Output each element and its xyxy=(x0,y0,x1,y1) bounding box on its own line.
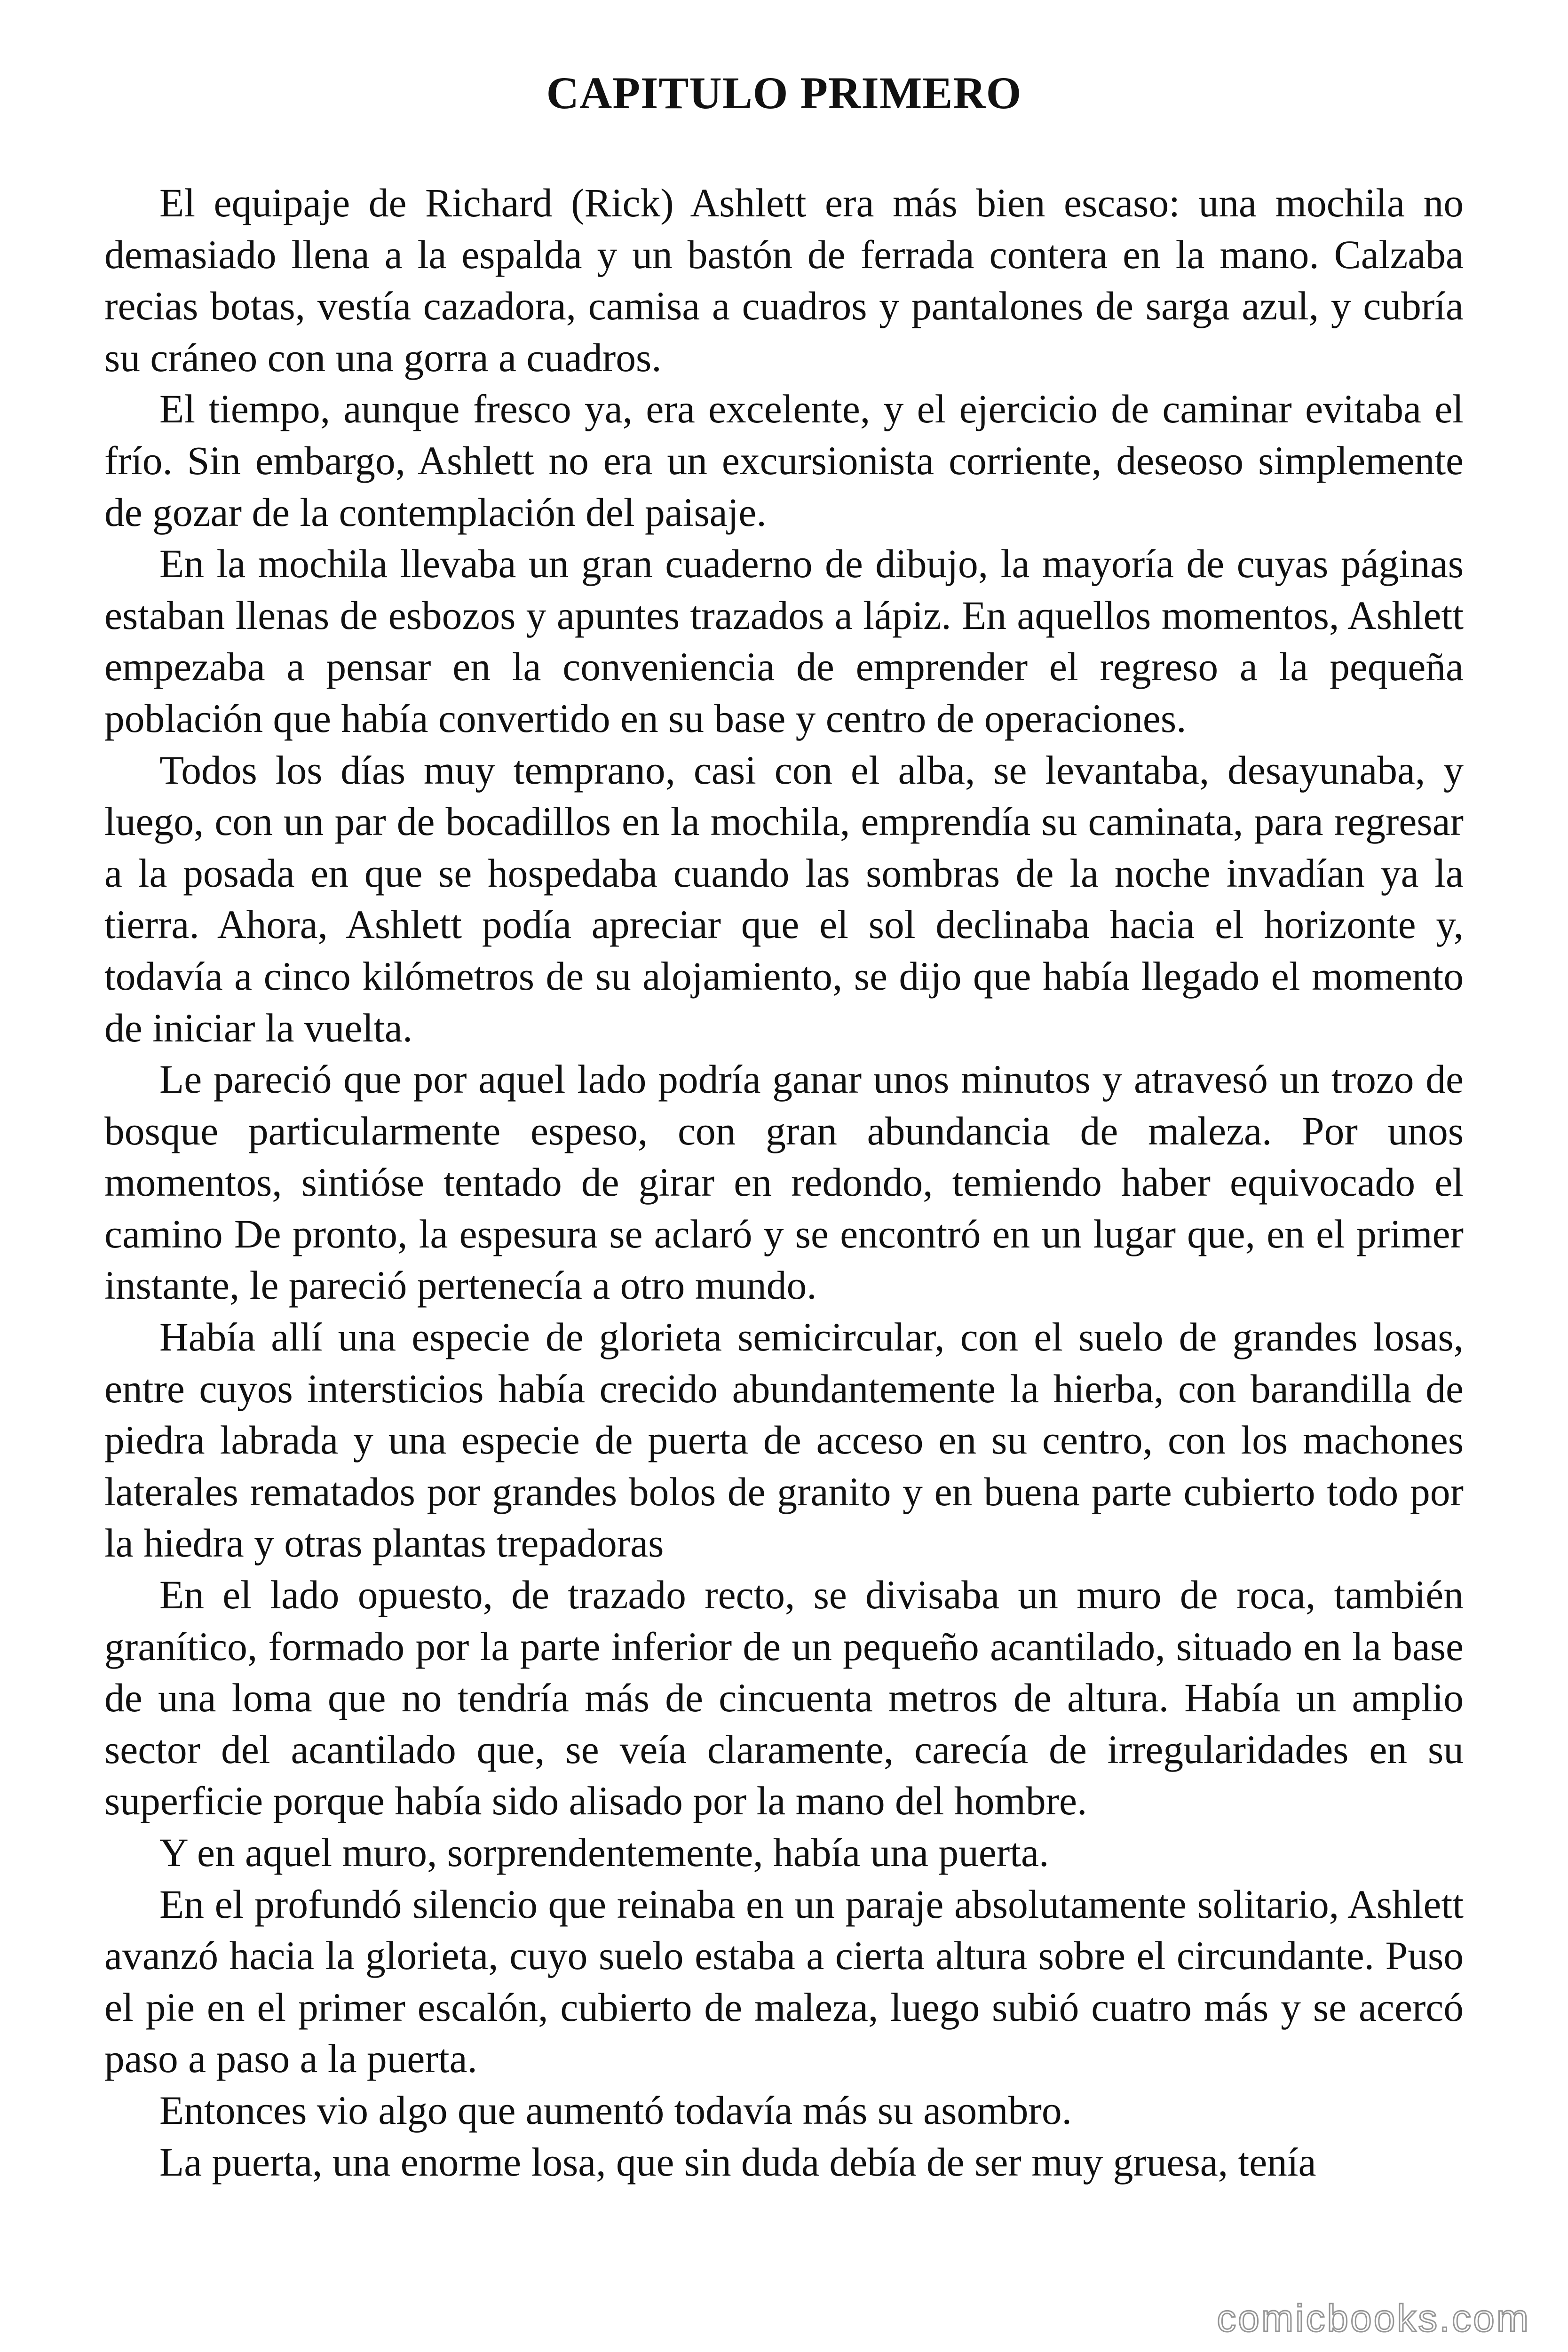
paragraph: Había allí una especie de glorieta semicircular, con el suelo de grandes losas, entre cuyos intersticios había crecido abundantemente la hierba, con barandilla de piedra labrada y una especie de puerta de acceso en su centro, con los machones laterales rematados por grandes bolos de granito y en buena parte cubierto todo por la hiedra y otras plantas trepadoras xyxy=(104,1315,1464,1566)
paragraph: Y en aquel muro, sorprendentemente, había una puerta. xyxy=(159,1831,1049,1875)
paragraph: Todos los días muy temprano, casi con el alba, se levantaba, desayunaba, y luego, con un par de bocadillos en la mochila, emprendía su caminata, para regresar a la posada en que se hospedaba cuando las sombras de la noche invadían ya la tierra. Ahora, Ashlett podía apreciar que el sol declinaba hacia el horizonte y, todavía a cinco kilómetros de su alojamiento, se dijo que había llegado el momento de iniciar la vuelta. xyxy=(104,748,1464,1050)
paragraph: La puerta, una enorme losa, que sin duda debía de ser muy gruesa, tenía xyxy=(159,2140,1316,2185)
paragraph: Entonces vio algo que aumentó todavía más su asombro. xyxy=(159,2088,1072,2133)
chapter-title: CAPITULO PRIMERO xyxy=(546,68,1022,118)
paragraph: El tiempo, aunque fresco ya, era excelente, y el ejercicio de caminar evitaba el frío. Sin embargo, Ashlett no era un excursionista corriente, deseoso simplemente de gozar de la contemplación del paisaje. xyxy=(104,387,1464,535)
paragraph: En el profundó silencio que reinaba en un paraje absolutamente solitario, Ashlett avanzó hacia la glorieta, cuyo suelo estaba a cierta altura sobre el circundante. Puso el pie en el primer escalón, cubierto de maleza, luego subió cuatro más y se acercó paso a paso a la puerta. xyxy=(104,1882,1464,2082)
watermark-text: comicbooks.com xyxy=(1217,2297,1530,2340)
chapter-body xyxy=(104,178,1464,2188)
paragraph: En la mochila llevaba un gran cuaderno de dibujo, la mayoría de cuyas páginas estaban llenas de esbozos y apuntes trazados a lápiz. En aquellos momentos, Ashlett empezaba a pensar en la conveniencia de emprender el regreso a la pequeña población que había convertido en su base y centro de operaciones. xyxy=(104,542,1464,741)
paragraph: Le pareció que por aquel lado podría ganar unos minutos y atravesó un trozo de bosque particularmente espeso, con gran abundancia de maleza. Por unos momentos, sintióse tentado de girar en redondo, temiendo haber equivocado el camino De pronto, la espesura se aclaró y se encontró en un lugar que, en el primer instante, le pareció pertenecía a otro mundo. xyxy=(104,1057,1464,1308)
paragraph: En el lado opuesto, de trazado recto, se divisaba un muro de roca, también granítico, formado por la parte inferior de un pequeño acantilado, situado en la base de una loma que no tendría más de cincuenta metros de altura. Había un amplio sector del acantilado que, se veía claramente, carecía de irregularidades en su superficie porque había sido alisado por la mano del hombre. xyxy=(104,1573,1464,1824)
paragraph: El equipaje de Richard (Rick) Ashlett era más bien escaso: una mochila no demasiado llena a la espalda y un bastón de ferrada contera en la mano. Calzaba recias botas, vestía cazadora, camisa a cuadros y pantalones de sarga azul, y cubría su cráneo con una gorra a cuadros. xyxy=(104,181,1464,380)
